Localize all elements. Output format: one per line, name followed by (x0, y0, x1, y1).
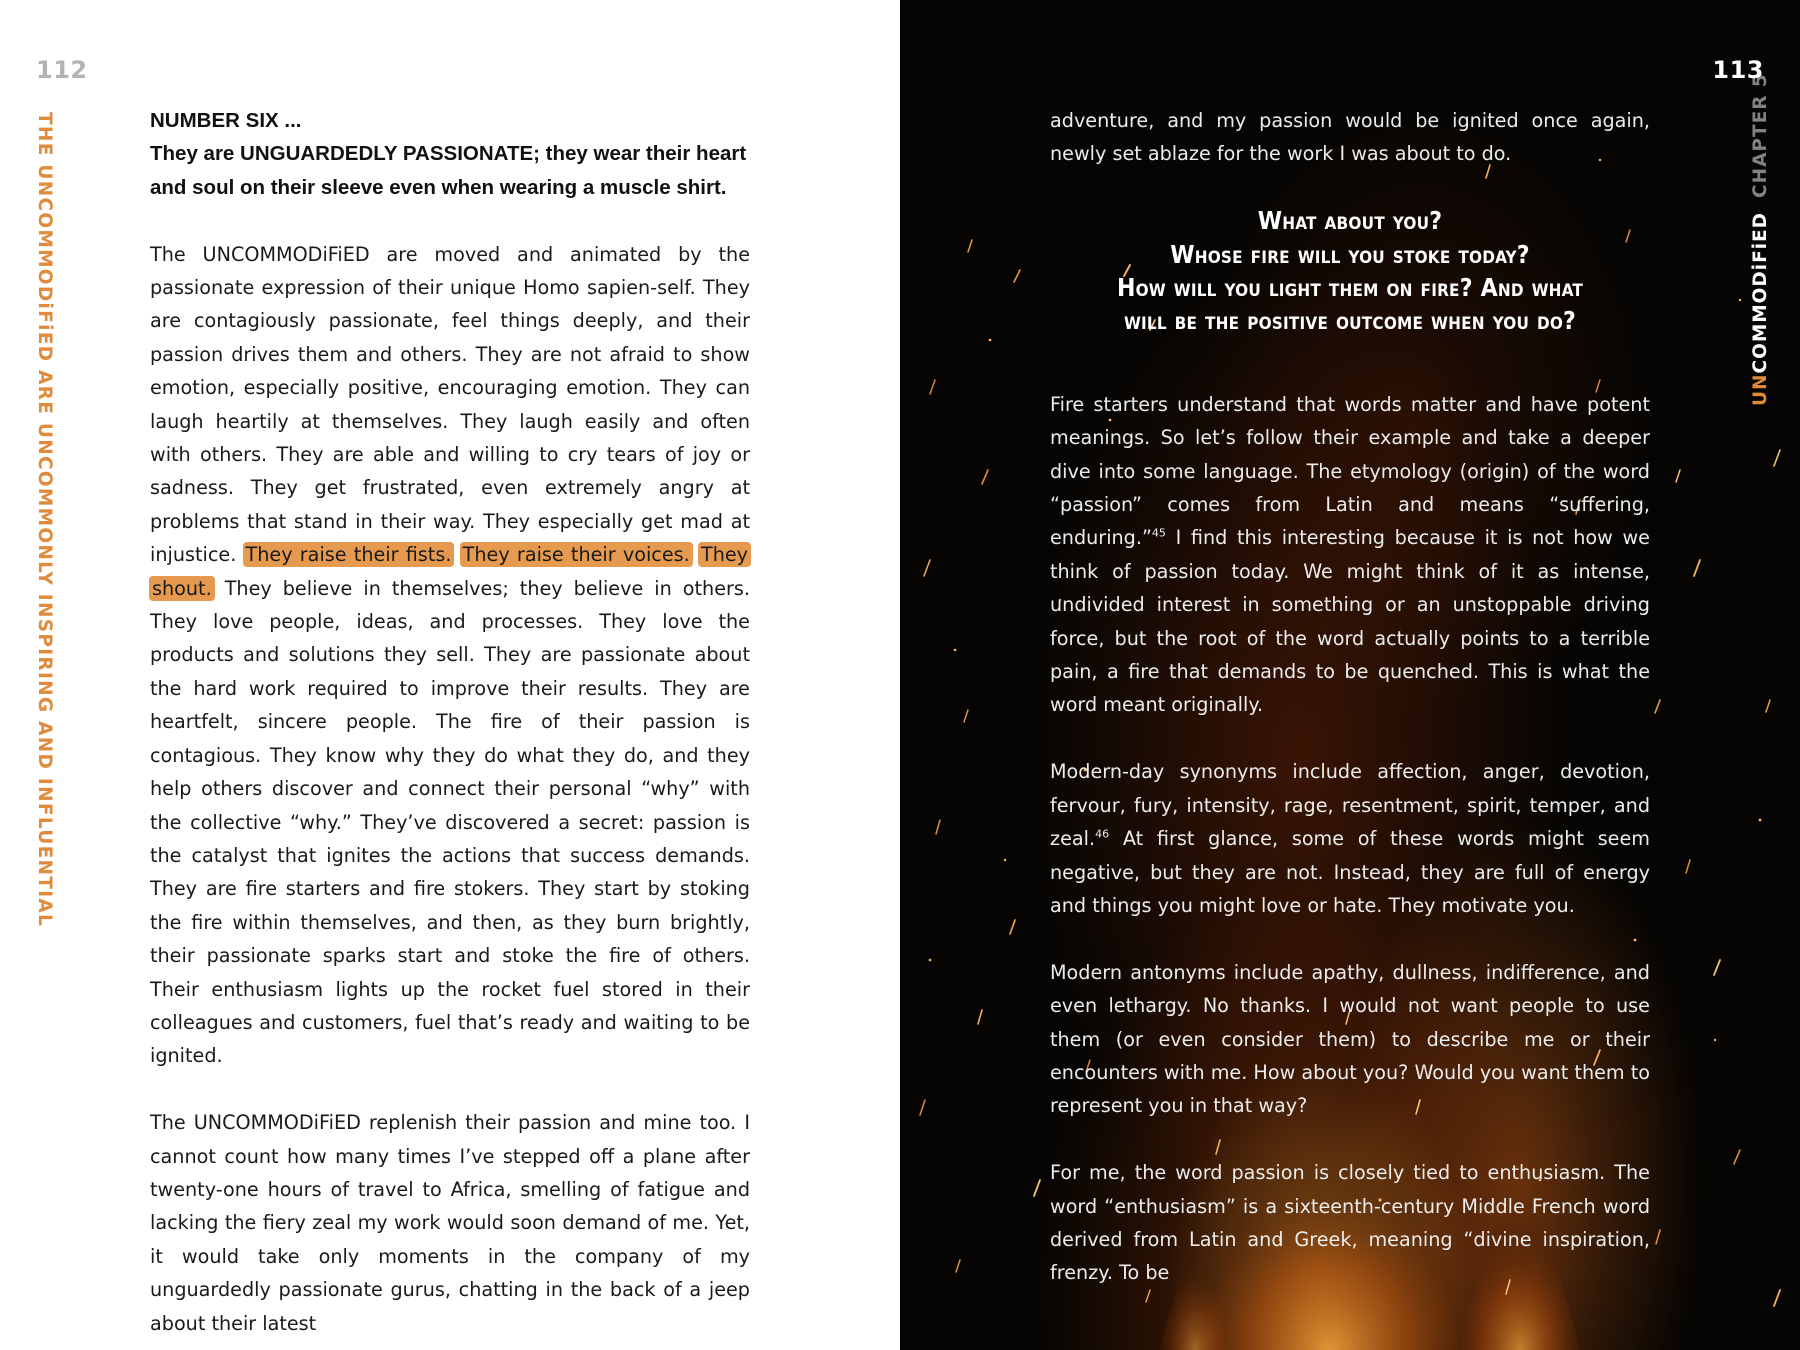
footnote-46[interactable]: 46 (1095, 827, 1110, 841)
highlight-shout[interactable]: They shout. (149, 542, 751, 600)
paragraph-2: The UNCOMMODiFiED replenish their passion and mine too. I cannot count how many times I’ve stepped off a plane after twenty-one hours of travel to Africa, smelling of fatigue and lacking the fiery zeal my work would soon demand of me. Yet, it would take only moments in the company of my unguardedly passionate gurus, chatting in the back of a jeep about their latest (150, 1111, 750, 1335)
antonyms-paragraph: Modern antonyms include apathy, dullness, indifference, and even lethargy. No thanks. I would not want people to use them (or even consider them) to describe me or their encounters with me. How about you? Would you want them to represent you in that way? (1050, 960, 1650, 1118)
etymology-text-continued: I find this interesting because it is not how we think of passion today. We might think of it as intense, undivided interest in something or an unstoppable driving force, but the root of the word actually points to a terrible pain, a fire that demands to be quenched. This is what the word meant originally. (1050, 526, 1650, 717)
chapter-side-label-svg (1744, 73, 1774, 410)
side-label-brand: COMMODiFiED (1750, 211, 1771, 374)
synonyms-text: Modern-day synonyms include affection, anger, devotion, fervour, fury, intensity, rage, resentment, spirit, temper, and zeal. (1050, 760, 1650, 851)
callout-line-3: How will you light them on fire? And what (1116, 273, 1584, 303)
side-label-accent: UN (1750, 373, 1771, 406)
footnote-45[interactable]: 45 (1151, 527, 1166, 541)
left-body-text (150, 104, 750, 1350)
synonyms-text-continued: At first glance, some of these words might seem negative, but they are not. Instead, they are full of energy and things you might love or hate. They motivate you. (1050, 827, 1650, 917)
page-number-right: 113 (1712, 56, 1764, 84)
paragraph-1-text-continued: They believe in themselves; they believe in others. They love people, ideas, and processes. They love the products and solutions they sell. They are passionate about the hard work required to improve their results. They are heartfelt, sincere people. The fire of their passion is contagious. They know why they do what they do, and they help others discover and connect their personal “why” with the collective “why.” They’ve discovered a secret: passion is the catalyst that ignites the actions that success demands. They are fire starters and fire stokers. They start by stoking the fire within themselves, and then, as they burn brightly, their passionate sparks start and stoke the fire of others. Their enthusiasm lights up the rocket fuel stored in their colleagues and customers, fuel that’s ready and waiting to be ignited. (150, 576, 750, 1068)
running-title: THE UNCOMMODiFiED ARE UNCOMMONLY INSPIRING AND INFLUENTIAL (34, 112, 55, 928)
highlight-raise-fists[interactable]: They raise their fists. (243, 542, 455, 567)
callout-questions (1050, 204, 1650, 338)
page-number-left: 112 (36, 56, 88, 84)
section-heading-number: NUMBER SIX ... (150, 109, 302, 132)
continuation-paragraph: adventure, and my passion would be ignited once again, newly set ablaze for the work I was about to do. (1050, 109, 1650, 166)
right-body-text (1050, 104, 1650, 1323)
callout-line-1: What about you? (1257, 206, 1443, 236)
paragraph-1-text: The UNCOMMODiFiED are moved and animated by the passionate expression of their unique Homo sapien-self. They are contagiously passionate, feel things deeply, and their passion drives them and others. They are not afraid to show emotion, especially positive, encouraging emotion. They can laugh heartily at themselves. They laugh easily and often with others. They are able and willing to cry tears of joy or sadness. They get frustrated, even extremely angry at problems that stand in their way. They especially get mad at injustice. (150, 242, 750, 567)
synonyms-paragraph (1050, 755, 1650, 922)
highlight-raise-voices[interactable]: They raise their voices. (460, 542, 693, 567)
callout-line-4: will be the positive outcome when you do? (1123, 306, 1577, 336)
callout-line-2: Whose fire will you stoke today? (1170, 239, 1530, 269)
svg-text:UNCOMMODiFiEDCHAPTER 5 (1750, 73, 1771, 406)
right-page (900, 0, 1800, 1350)
chapter-side-label (1744, 73, 1774, 410)
enthusiasm-paragraph: For me, the word passion is closely tied to enthusiasm. The word “enthusiasm” is a sixteenth-century Middle French word derived from Latin and Greek, meaning “divine inspiration, frenzy. To be (1050, 1161, 1650, 1285)
paragraph-1 (150, 238, 750, 1073)
etymology-paragraph (1050, 388, 1650, 722)
etymology-text: Fire starters understand that words matter and have potent meanings. So let’s follow their example and take a deeper dive into some language. The etymology (origin) of the word “passion” comes from Latin and means “suffering, enduring.” (1050, 392, 1650, 550)
section-heading-title: They are UNGUARDEDLY PASSIONATE; they wear their heart and soul on their sleeve even when wearing a muscle shirt. (150, 142, 747, 199)
side-label-chapter: CHAPTER 5 (1750, 73, 1771, 198)
